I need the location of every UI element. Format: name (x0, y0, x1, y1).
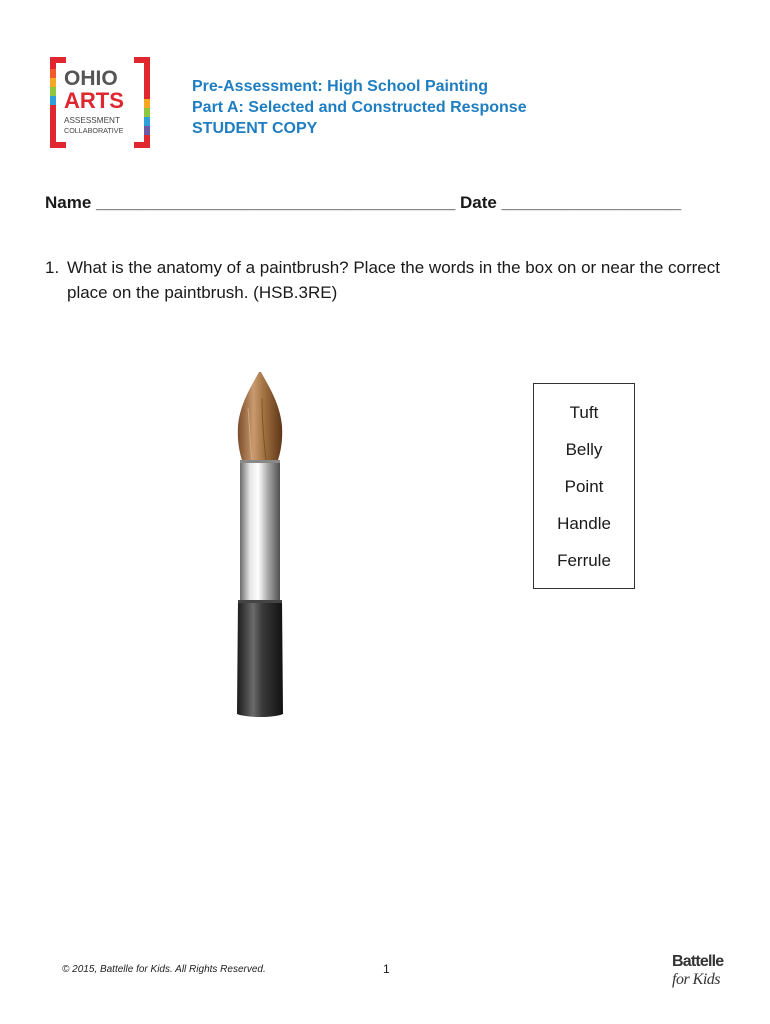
logo-collaborative-text: COLLABORATIVE (64, 126, 124, 135)
brush-ferrule (240, 460, 280, 600)
header-title: Pre-Assessment: High School Painting (192, 78, 489, 95)
logo-ohio-text: OHIO (64, 67, 118, 90)
document-header (192, 76, 527, 139)
brand-for-kids-text: for Kids (672, 971, 721, 988)
question-text: What is the anatomy of a paintbrush? Place the words in the box on or near the correct place on the paintbrush. (HSB.3RE) (67, 258, 720, 302)
footer-copyright: © 2015, Battelle for Kids. All Rights Reserved. (62, 964, 266, 975)
question-number: 1. (45, 258, 60, 277)
ohio-arts-logo (48, 55, 152, 150)
paintbrush-illustration (228, 368, 292, 720)
word-bank-item-tuft[interactable]: Tuft (569, 403, 599, 422)
name-date-field[interactable]: Name ______________________________________ Date ___________________ (45, 193, 682, 212)
word-bank-box (533, 383, 635, 589)
word-bank-item-handle[interactable]: Handle (557, 514, 611, 533)
battelle-for-kids-logo (668, 948, 730, 990)
brush-tuft (238, 372, 282, 460)
logo-assessment-text: ASSESSMENT (64, 116, 120, 125)
logo-arts-text: ARTS (64, 88, 124, 113)
word-bank-item-point[interactable]: Point (564, 477, 604, 496)
word-bank-item-ferrule[interactable]: Ferrule (557, 551, 611, 570)
brush-handle (237, 600, 283, 717)
question-1 (45, 255, 725, 305)
header-copy-label: STUDENT COPY (192, 120, 318, 137)
page-number: 1 (383, 962, 390, 976)
brand-battelle-text: Battelle (672, 953, 724, 970)
word-bank-item-belly[interactable]: Belly (565, 440, 603, 459)
header-subtitle: Part A: Selected and Constructed Response (192, 99, 527, 116)
